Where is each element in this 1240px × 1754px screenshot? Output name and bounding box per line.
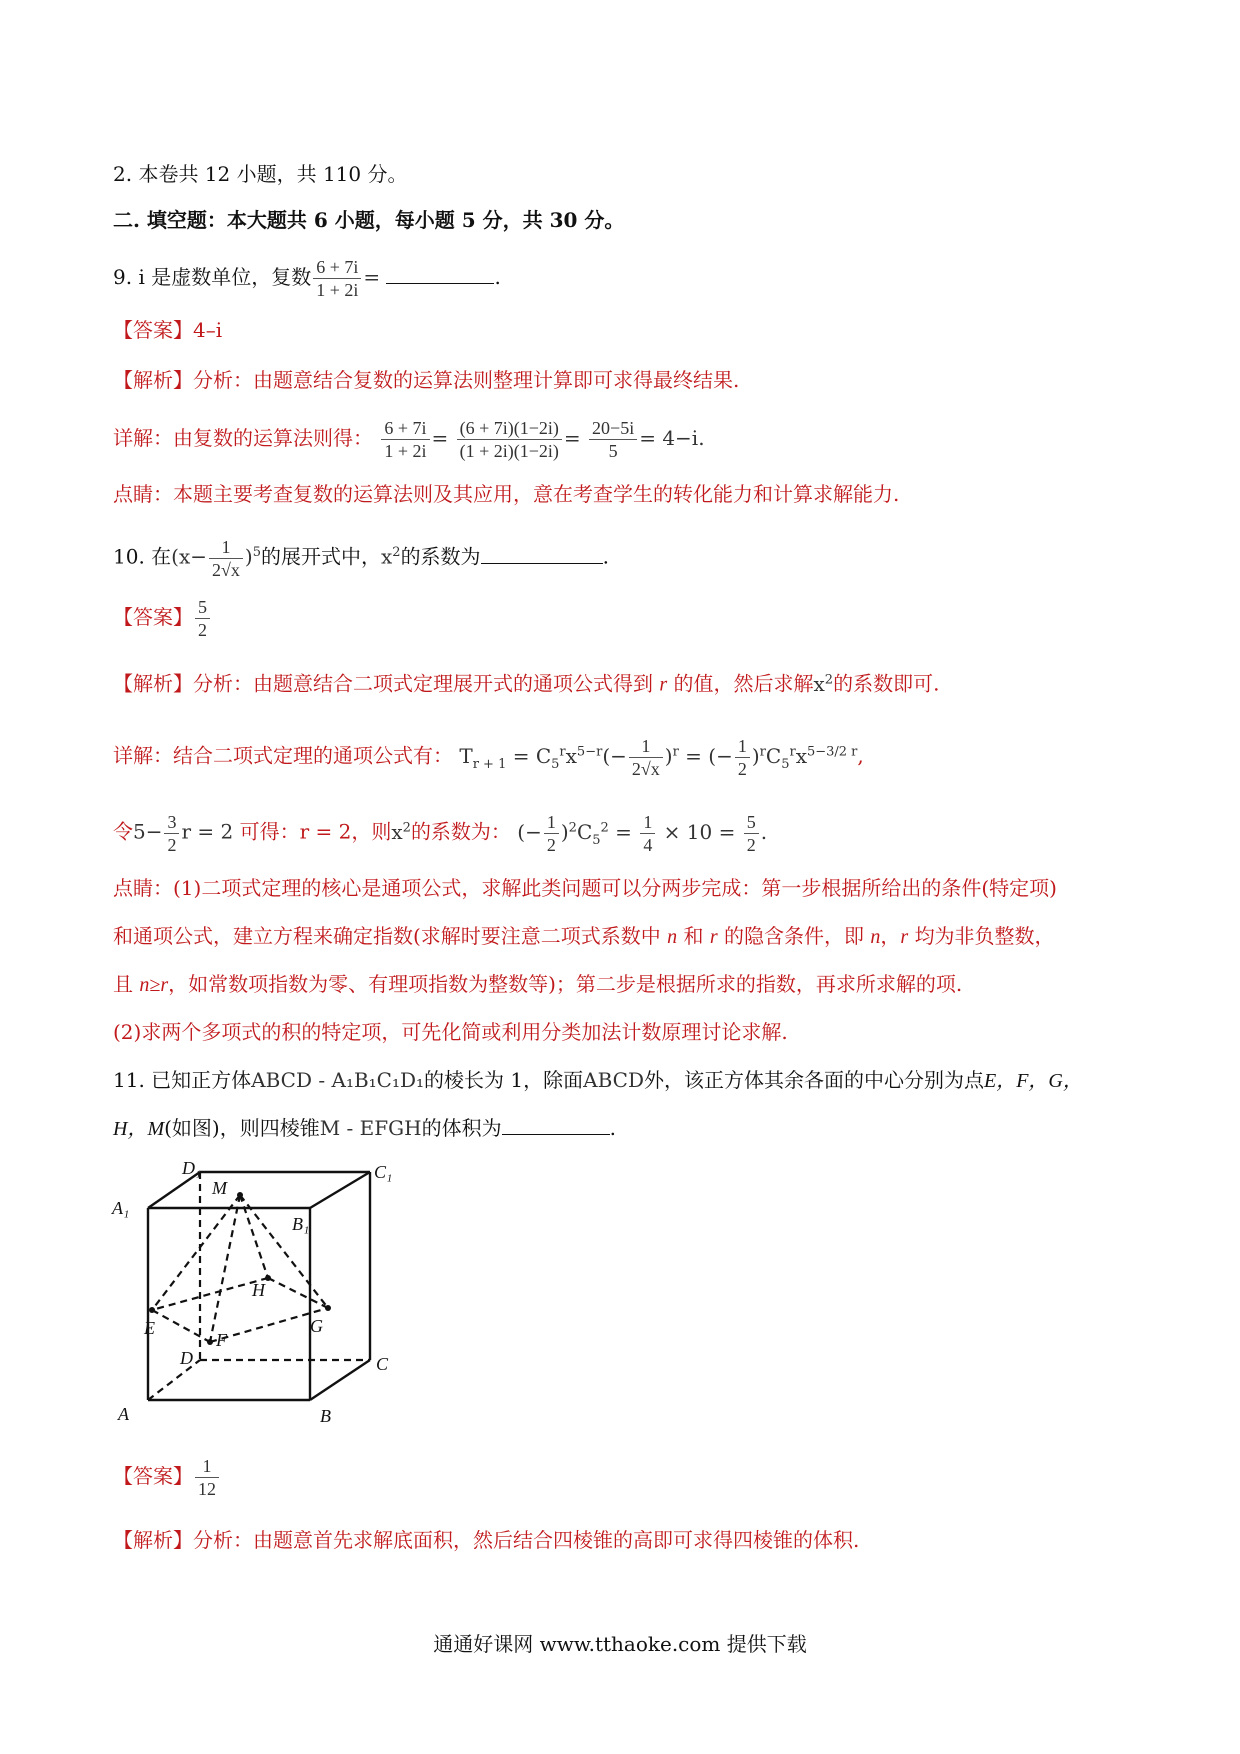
q9-comment: 点睛：本题主要考查复数的运算法则及其应用，意在考查学生的转化能力和计算求解能力. [113,482,900,506]
label-b: B [320,1406,331,1426]
edge-bc [310,1360,370,1400]
label-a1: A₁ [112,1198,130,1218]
label-f: F [216,1330,227,1350]
q9-answer: 【答案】4–i [113,318,223,342]
q11-line-1: 11. 已知正方体ABCD - A₁B₁C₁D₁的棱长为 1，除面ABCD外，该正方体其余各面的中心分别为点E，F，G， [113,1068,1083,1092]
pyramid-edge-ef [152,1310,210,1342]
q10-comment-4: (2)求两个多项式的积的特定项，可先化简或利用分类加法计数原理讨论求解. [113,1020,788,1044]
label-d: D [180,1348,193,1368]
q10-let: 令5− $\frac{3}{2}$ r = 2 可得：r = 2，则$x^2$的系数为： (− $\frac{1}{2}$ )$^2C_5^2$ = $\frac{1}{4}$ × 10 = $\frac{5}{2}$ . [113,811,768,855]
pyramid-edge-gh [268,1278,328,1308]
q11-line-2: H，M(如图)，则四棱锥M - EFGH的体积为 . [113,1116,616,1140]
label-d1: D₁ [182,1160,202,1178]
pyramid-edge-mf [210,1195,240,1342]
answer-blank [386,265,494,284]
q10-analysis: 【解析】分析：由题意结合二项式定理展开式的通项公式得到 r 的值，然后求解$x^2$的系数即可. [113,671,940,696]
q11-answer: 【答案】 $\frac{1}{12}$ [113,1448,221,1504]
label-c1: C₁ [374,1162,393,1182]
instruction-line: 2. 本卷共 12 小题，共 110 分。 [113,162,408,186]
cube-figure [110,1160,410,1430]
q11-analysis: 【解析】分析：由题意首先求解底面积，然后结合四棱锥的高即可求得四棱锥的体积. [113,1528,860,1552]
label-b1: B₁ [292,1214,310,1234]
q9-question: 9. i 是虚数单位，复数 $\frac{6 + 7i}{1 + 2i}$ = . [113,257,501,300]
q9-fraction: $\frac{6 + 7i}{1 + 2i}$ [313,256,361,301]
q10-comment-3: 且 n≥r，如常数项指数为零、有理项指数为整数等)；第二步是根据所求的指数，再求所求解的项. [113,972,963,996]
label-g: G [310,1316,323,1336]
pyramid-edge-he [152,1278,268,1310]
section-title: 二. 填空题：本大题共 6 小题，每小题 5 分，共 30 分。 [113,208,625,232]
page-footer: 通通好课网 www.tthaoke.com 提供下载 [433,1632,807,1656]
q10-comment-2: 和通项公式，建立方程来确定指数(求解时要注意二项式系数中 n 和 r 的隐含条件，即 n，r 均为非负整数， [113,924,1055,948]
label-a: A [118,1404,129,1424]
q9-analysis: 【解析】分析：由题意结合复数的运算法则整理计算即可求得最终结果. [113,368,740,392]
label-c: C [376,1354,389,1374]
answer-blank [481,545,603,564]
label-h: H [252,1280,265,1300]
q9-detail: 详解：由复数的运算法则得： $\frac{6 + 7i}{1 + 2i}$ = $\frac{(6 + 7i)(1-2i)}{(1 + 2i)(1-2i)}$ = $\frac{20-5i}{5}$ = 4−i. [113,418,705,461]
q10-detail: 详解：结合二项式定理的通项公式有： $T_{r + 1} = C_5^rx^{5-r}(-$ $\frac{1}{2√x}$ )$^r$ = (− $\frac{1}{2}$ )$^rC_5^rx^{5-3/2 r}$, [113,735,864,779]
edge-b1c1 [310,1172,370,1208]
point-h [265,1275,271,1281]
label-m: M [212,1178,227,1198]
pyramid-edge-me [152,1195,240,1310]
q10-question: 10. 在(x− $\frac{1}{2√x}$ )$^5$的展开式中，$x^2$的系数为 . [113,536,609,580]
point-m [237,1192,243,1198]
q10-answer: 【答案】 $\frac{5}{2}$ [113,590,212,644]
label-e: E [144,1318,155,1338]
point-g [325,1305,331,1311]
point-f [207,1339,213,1345]
answer-blank [502,1116,610,1135]
point-e [149,1307,155,1313]
q10-comment-1: 点睛：(1)二项式定理的核心是通项公式，求解此类问题可以分两步完成：第一步根据所给出的条件(特定项) [113,876,1057,900]
